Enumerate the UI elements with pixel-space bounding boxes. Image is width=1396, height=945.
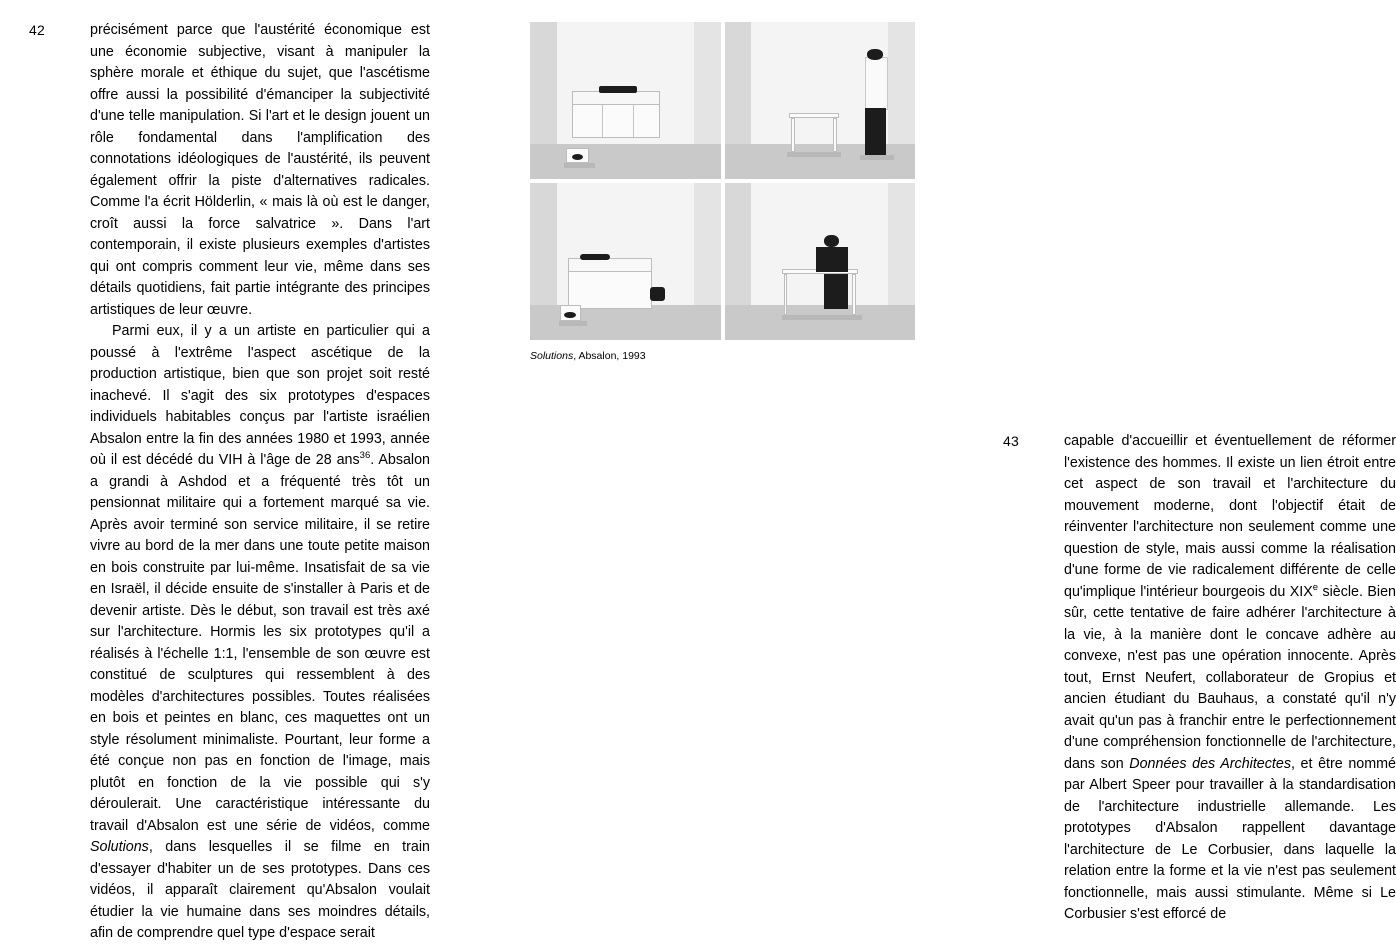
figure-caption bbox=[530, 349, 915, 363]
photo-top-left bbox=[530, 22, 721, 179]
figure-caption-rest: , Absalon, 1993 bbox=[573, 350, 646, 362]
figure-solutions bbox=[530, 22, 915, 363]
right-page-column bbox=[474, 0, 1396, 922]
paragraph-2 bbox=[90, 321, 430, 945]
paragraph-3-part-3: , et être nommé par Albert Speer pour travailler à la standardisation de l'architecture industrielle allemande. Les prototypes d'Absalon rappellent davantage l'architecture de Le Corbusier, dans laquelle la relation entre la forme et la vie n'est pas seulement fonctionnelle, mais aussi stimulante. Même si Le Corbusier s'est efforcé de bbox=[1064, 755, 1396, 922]
ordinal-superscript: e bbox=[1312, 581, 1319, 593]
page-number-left: 42 bbox=[29, 22, 45, 38]
paragraph-3 bbox=[1064, 431, 1396, 926]
work-title-solutions: Solutions bbox=[90, 839, 149, 855]
left-page-body bbox=[90, 20, 430, 945]
paragraph-2-part-3: , dans lesquelles il se filme en train d'essayer d'habiter un de ses prototypes. Dans ces vidéos, il apparaît clairement qu'Absalon voulait étudier la vie humaine dans ses moindres détails, afin de comprendre quel type d'espace serait bbox=[90, 839, 430, 941]
paragraph-3-part-2: siècle. Bien sûr, cette tentative de faire adhérer l'architecture à la vie, à la manière dont le concave adhère au convexe, n'est pas une opération innocente. Après tout, Ernst Neufert, collaborateur de Gropius et ancien étudiant du Bauhaus, a constaté qu'il n'y avait qu'un pas à franchir entre le perfectionnement d'une compréhension fonctionnelle de l'architecture, dans son bbox=[1064, 583, 1396, 772]
paragraph-3-part-1: capable d'accueillir et éventuellement de réformer l'existence des hommes. Il existe un lien étroit entre cet aspect de son travail et l'architecture du mouvement moderne, dont l'objectif était de réinventer l'architecture non seulement comme une question de style, mais aussi comme la réalisation d'une forme de vie radicalement différente de celle qu'implique l'intérieur bourgeois du XIX bbox=[1064, 433, 1396, 600]
photo-bottom-right bbox=[725, 183, 916, 340]
paragraph-2-part-2: . Absalon a grandi à Ashdod et a fréquenté très tôt un pensionnat militaire qui a fortement marqué sa vie. Après avoir terminé son service militaire, il se retire vivre au bord de la mer dans une toute petite maison en bois construite par lui-même. Insatisfait de sa vie en Israël, il décide ensuite de s'installer à Paris et de devenir artiste. Dès le début, son travail est très axé sur l'architecture. Hormis les six prototypes qu'il a réalisés à l'échelle 1:1, l'ensemble de son œuvre est constitué de sculptures qui ressemblent à des modèles d'architectures possibles. Toutes réalisées en bois et peintes en blanc, ces maquettes ont un style résolument minimaliste. Pourtant, leur forme a été conçue non pas en fonction de l'image, mais plutôt en fonction de la vie possible qui s'y déroulerait. Une caractéristique intéressante du travail d'Absalon est une série de vidéos, comme bbox=[90, 452, 430, 834]
paragraph-2-part-1: Parmi eux, il y a un artiste en particulier qui a poussé à l'extrême l'aspect ascétique de la production artistique, bien que son projet soit resté inachevé. Il s'agit des six prototypes d'espaces individuels habitables conçus par l'artiste israélien Absalon entre la fin des années 1980 et 1993, année où il est décédé du VIH à l'âge de 28 ans bbox=[90, 323, 430, 468]
work-title-donnees: Données des Architectes bbox=[1129, 755, 1291, 772]
figure-caption-title: Solutions bbox=[530, 350, 574, 362]
footnote-marker: 36 bbox=[359, 450, 371, 462]
right-page-body bbox=[1064, 431, 1396, 926]
photo-bottom-left bbox=[530, 183, 721, 340]
photo-top-right bbox=[725, 22, 916, 179]
paragraph-1: précisément parce que l'austérité économique est une économie subjective, visant à manipuler la sphère morale et éthique du sujet, que l'ascétisme offre aussi la possibilité d'émanciper la subjectivité d'une telle manipulation. Si l'art et le design jouent un rôle fondamental dans l'amplification des connotations idéologiques de l'austérité, ils peuvent également offrir la piste d'alternatives radicales. Comme l'a écrit Hölderlin, « mais là où est le danger, croît aussi la force salvatrice ». Dans l'art contemporain, il existe plusieurs exemples d'artistes qui ont compris comment leur vie, même dans ses détails quotidiens, fait partie intégrante des principes artistiques de leur œuvre. bbox=[90, 22, 430, 318]
photo-grid bbox=[530, 22, 915, 340]
page-number-right: 43 bbox=[1003, 433, 1019, 449]
left-page-column bbox=[0, 0, 474, 941]
